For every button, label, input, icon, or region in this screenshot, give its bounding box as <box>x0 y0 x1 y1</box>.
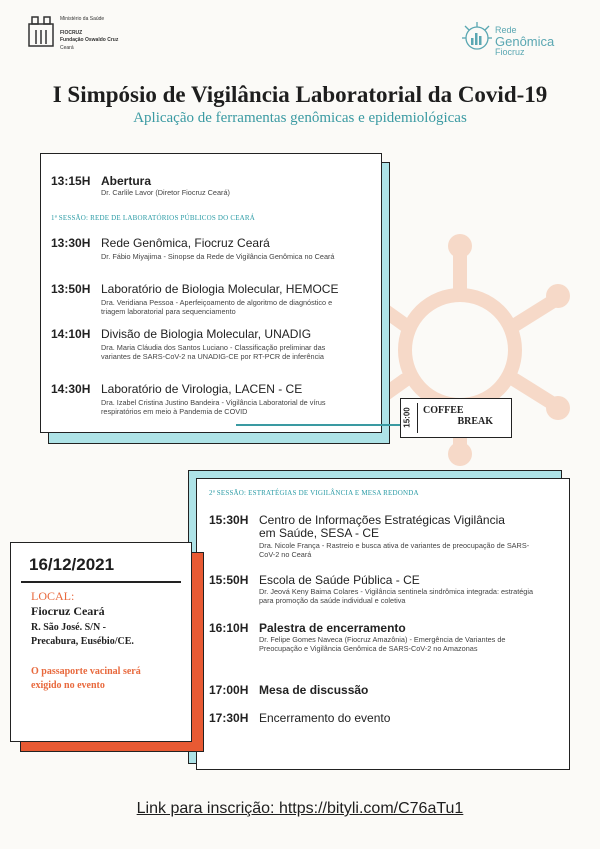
state-label: Ceará <box>60 44 74 51</box>
coffee-text <box>423 405 493 427</box>
passport-line1: O passaporte vacinal será <box>31 666 141 677</box>
item-desc: Dra. Maria Cláudia dos Santos Luciano - Classificação preliminar das variantes de SARS-CoV-2 na UNADIG-CE por RT-PCR de inferência <box>101 343 326 362</box>
opening-speaker: Dr. Carlile Lavor (Diretor Fiocruz Ceará) <box>101 188 230 197</box>
item-title: Mesa de discussão <box>259 683 369 697</box>
coffee-break-box <box>400 398 512 438</box>
session1-panel <box>40 153 382 433</box>
opening-time: 13:15H <box>51 174 91 188</box>
rede-label: Rede <box>495 25 517 35</box>
item-time: 17:00H <box>209 683 249 697</box>
address-line1: R. São José. S/N - <box>31 622 107 633</box>
event-date: 16/12/2021 <box>29 555 115 574</box>
item-desc: Dra. Nicole França - Rastreio e busca ativa de variantes de preocupação de SARS-CoV-2 no Ceará <box>259 541 530 560</box>
coffee-line1: COFFEE <box>423 405 464 416</box>
item-time: 14:10H <box>51 327 91 341</box>
local-address <box>31 621 134 648</box>
item-desc: Dr. Jeová Keny Baima Colares - Vigilância sentinela sindrômica integrada: estratégia para promoção da saúde individual e coletiva <box>259 587 534 606</box>
item-title-line2: em Saúde, SESA - CE <box>259 526 380 540</box>
address-line2: Precabura, Eusébio/CE. <box>31 635 134 647</box>
local-name: Fiocruz Ceará <box>31 604 105 618</box>
registration-link[interactable] <box>0 800 600 818</box>
fiocruz-full-label: Fundação Oswaldo Cruz <box>60 37 119 43</box>
item-desc: Dra. Izabel Cristina Justino Bandeira - Vigilância Laboratorial de vírus respiratórios em meio à Pandemia de COVID <box>101 398 326 417</box>
item-time: 15:30H <box>209 513 249 527</box>
ministry-text <box>60 16 118 52</box>
item-title: Palestra de encerramento <box>259 621 406 635</box>
item-time: 16:10H <box>209 621 249 635</box>
item-title: Laboratório de Virologia, LACEN - CE <box>101 382 303 396</box>
registration-link-text[interactable]: Link para inscrição: https://bityli.com/C76aTu1 <box>136 800 464 817</box>
local-label: LOCAL: <box>31 589 75 603</box>
item-title: Rede Genômica, Fiocruz Ceará <box>101 236 270 250</box>
fiocruz-network-label: Fiocruz <box>495 47 525 57</box>
page-subtitle: Aplicação de ferramentas genômicas e epidemiológicas <box>133 110 467 126</box>
item-desc: Dr. Felipe Gomes Naveca (Fiocruz Amazônia) - Emergência de Variantes de Preocupação e Vigilância Genômica de SARS-CoV-2 no Amazonas <box>259 635 506 654</box>
rede-genomica-logo-icon <box>462 18 492 56</box>
coffee-connector-line <box>236 424 400 426</box>
item-title: Centro de Informações Estratégicas Vigilância <box>259 513 505 527</box>
coffee-time: 15:00 <box>402 407 412 428</box>
ministry-label: Ministério da Saúde <box>60 16 105 22</box>
item-title: Escola de Saúde Pública - CE <box>259 573 420 587</box>
item-time: 15:50H <box>209 573 249 587</box>
item-title: Encerramento do evento <box>259 711 391 725</box>
passport-line2: exigido no evento <box>31 679 105 691</box>
item-desc: Dr. Fábio Miyajima - Sinopse da Rede de Vigilância Genômica no Ceará <box>101 252 335 261</box>
date-card <box>10 542 192 742</box>
item-desc: Dra. Veridiana Pessoa - Aperfeiçoamento de algoritmo de diagnóstico e triagem laboratorial para sequenciamento <box>101 298 333 317</box>
coffee-line2: BREAK <box>457 416 493 427</box>
item-title: Divisão de Biologia Molecular, UNADIG <box>101 327 312 341</box>
fiocruz-label: FIOCRUZ <box>60 29 83 36</box>
session2-panel <box>196 478 570 770</box>
passport-notice <box>31 665 141 692</box>
item-time: 14:30H <box>51 382 91 396</box>
item-title: Laboratório de Biologia Molecular, HEMOCE <box>101 282 339 296</box>
opening-title: Abertura <box>101 174 152 188</box>
item-time: 13:30H <box>51 236 91 250</box>
page-title: I Simpósio de Vigilância Laboratorial da Covid-19 <box>52 82 548 107</box>
item-time: 13:50H <box>51 282 91 296</box>
session1-label: 1ª SESSÃO: REDE DE LABORATÓRIOS PÚBLICOS DO CEARÁ <box>51 214 256 222</box>
rede-genomica-text <box>495 26 554 57</box>
session2-label: 2ª SESSÃO: ESTRATÉGIAS DE VIGILÂNCIA E MESA REDONDA <box>209 489 419 497</box>
ministry-building-icon <box>26 14 56 48</box>
genomica-label: Genômica <box>495 34 555 49</box>
item-time: 17:30H <box>209 711 249 725</box>
